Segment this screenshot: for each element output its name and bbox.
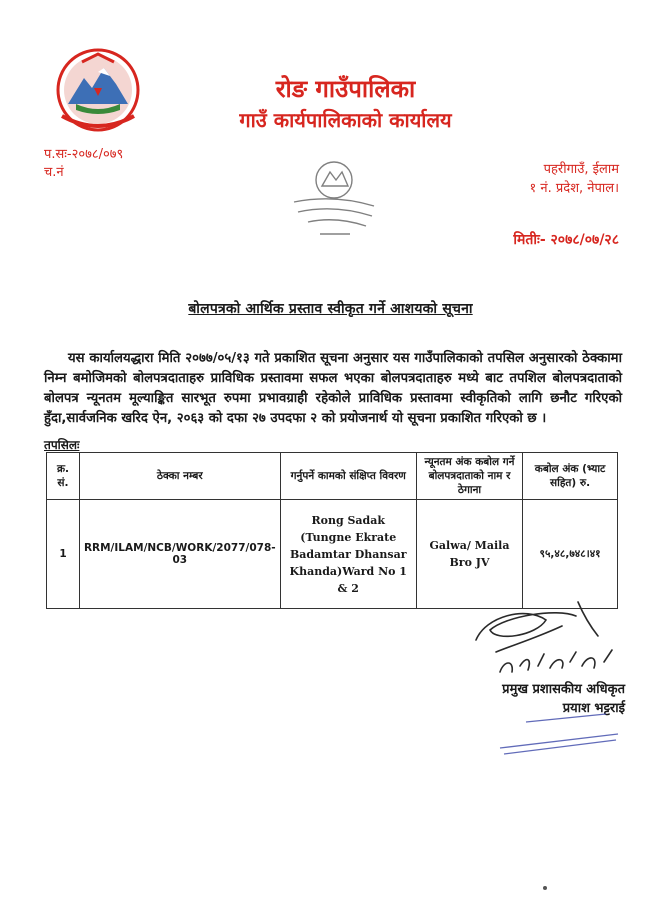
table-row — [47, 500, 618, 609]
cell-contract-no: RRM/ILAM/NCB/WORK/2077/078-03 — [79, 500, 280, 609]
cell-bidder: Galwa/ Maila Bro JV — [416, 500, 522, 609]
cell-amount: ९५,४८,७४८।४१ — [523, 500, 618, 609]
cell-sn: 1 — [47, 500, 80, 609]
office-subtitle: गाउँ कार्यपालिकाको कार्यालय — [239, 108, 452, 132]
address-line-2: १ नं. प्रदेश, नेपाल। — [529, 181, 619, 196]
bid-table — [46, 452, 618, 609]
ref-number: प.सः-२०७८/०७९ — [44, 147, 124, 162]
address-line-1: पहरीगाउँ, ईलाम — [543, 162, 619, 177]
notice-date: मितीः- २०७८/०७/२८ — [513, 232, 619, 248]
office-seal-stamp — [280, 150, 388, 242]
officer-designation: प्रमुख प्रशासकीय अधिकृत — [502, 682, 625, 697]
schedule-label: तपसिलः — [44, 438, 80, 452]
notice-body: यस कार्यालयद्धारा मिति २०७७/०५/१३ गते प्रकाशित सूचना अनुसार यस गाउँपालिकाको तपसिल अनुसारको ठेक्कामा निम्न बमोजिमको बोलपत्रदाताहरु प्राविधिक प्रस्तावमा सफल भएका बोलपत्रदाताहरु मध्ये बाट तपशिल बोलपत्रदाताको बोलपत्र न्यूनतम मूल्याङ्कित सारभूत रुपमा प्रभावग्राही रहेकोले प्राविधिक प्रस्तावमा स्वीकृतिको लागि छनौट गरिएको हुँदा,सार्वजनिक खरिद ऐन, २०६३ को दफा २७ उपदफा २ को प्रयोजनार्थ यो सूचना प्रकाशित गरिएको छ । — [44, 351, 622, 426]
handwritten-signature — [466, 596, 626, 680]
address-block — [530, 160, 619, 198]
reference-block — [44, 146, 123, 182]
notice-subject: बोलपत्रको आर्थिक प्रस्ताव स्वीकृत गर्ने आशयको सूचना — [188, 301, 473, 317]
table-header-row — [47, 453, 618, 500]
officer-name-stamp — [486, 708, 626, 758]
municipality-title: रोङ गाउँपालिका — [275, 75, 416, 103]
notice-subject-wrap — [0, 298, 661, 318]
header-sn: क्र. सं. — [47, 453, 80, 500]
header-amount: कबोल अंक (भ्याट सहित) रु. — [523, 453, 618, 500]
header-bidder: न्यूनतम अंक कबोल गर्ने बोलपत्रदाताको नाम र ठेगाना — [416, 453, 522, 500]
scan-speck — [543, 886, 547, 890]
header-work-description: गर्नुपर्ने कामको संक्षिप्त विवरण — [280, 453, 416, 500]
dispatch-number: च.नं — [44, 165, 64, 180]
officer-name: प्रयाश भट्टराई — [562, 701, 625, 716]
header-contract-no: ठेक्का नम्बर — [79, 453, 280, 500]
cell-work-description: Rong Sadak (Tungne Ekrate Badamtar Dhansar Khanda)Ward No 1 & 2 — [280, 500, 416, 609]
